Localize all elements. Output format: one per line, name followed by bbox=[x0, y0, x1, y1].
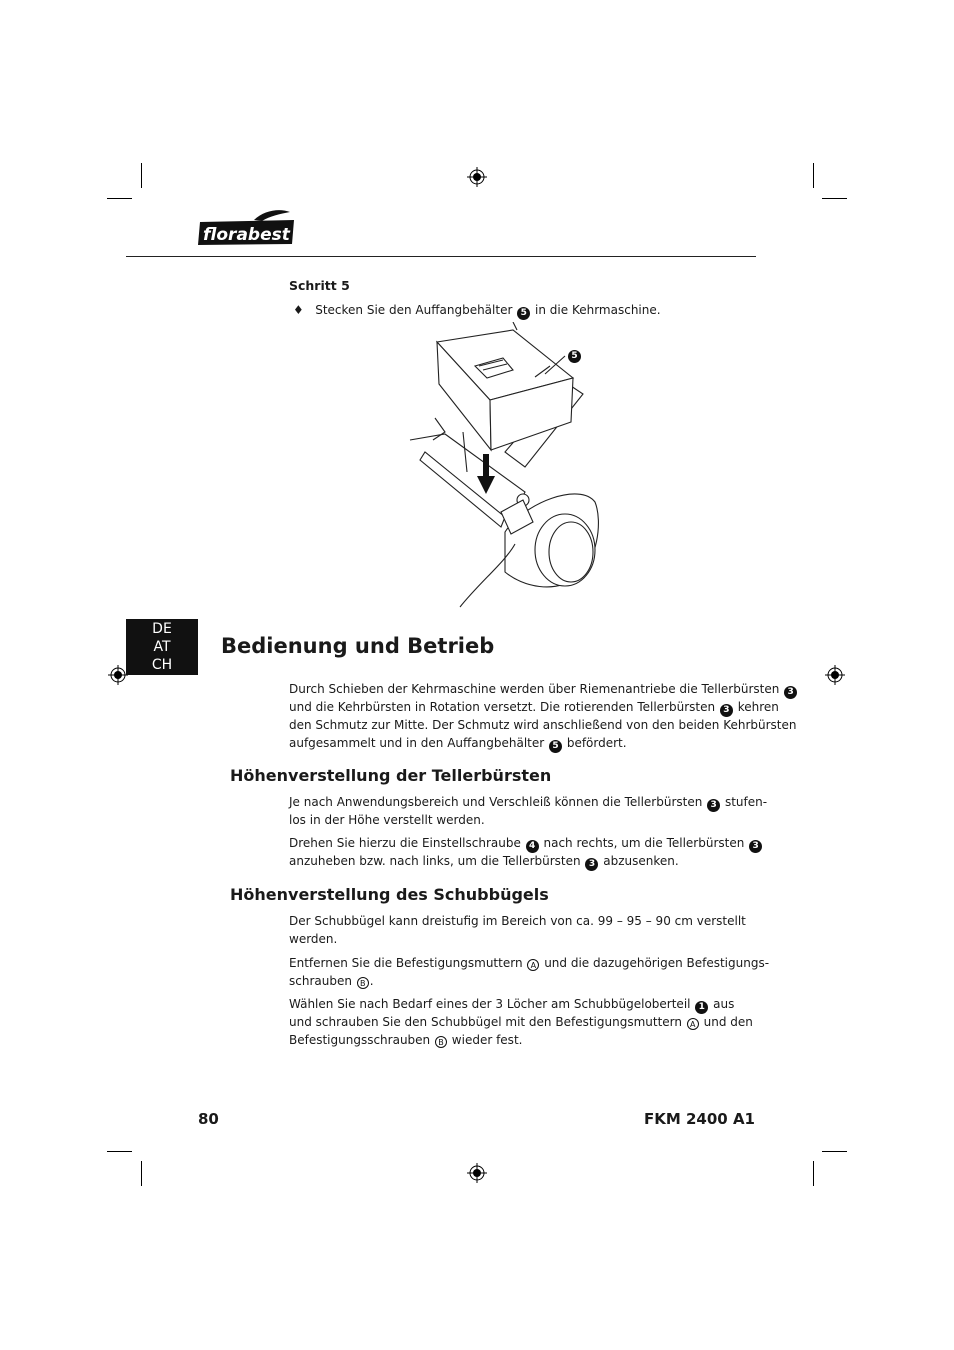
crop-mark bbox=[822, 1151, 847, 1152]
registration-mark-icon bbox=[825, 665, 845, 685]
subsection-title: Höhenverstellung der Tellerbürsten bbox=[230, 766, 552, 785]
part-ref-badge: B bbox=[357, 977, 369, 989]
page-number: 80 bbox=[198, 1110, 219, 1128]
figure-callout bbox=[567, 342, 582, 363]
crop-mark bbox=[822, 198, 847, 199]
text-line: Entfernen Sie die Befestigungsmuttern A und die dazugehörigen Befestigungs- bbox=[289, 956, 770, 970]
step-title: Schritt 5 bbox=[289, 278, 350, 293]
text-line: anzuheben bzw. nach links, um die Tellerbürsten 3 abzusenken. bbox=[289, 854, 679, 869]
text-line: und die Kehrbürsten in Rotation versetzt. Die rotierenden Tellerbürsten 3 kehren bbox=[289, 700, 779, 715]
text-line: aufgesammelt und in den Auffangbehälter 5 befördert. bbox=[289, 735, 627, 751]
callout-badge: 5 bbox=[568, 350, 581, 363]
lang-de: DE bbox=[152, 621, 172, 637]
section-paragraph bbox=[289, 681, 797, 753]
crop-mark bbox=[141, 163, 142, 188]
crop-mark bbox=[107, 1151, 132, 1152]
bullet-icon: ♦ bbox=[293, 303, 304, 317]
part-ref-badge: 5 bbox=[549, 740, 562, 753]
part-ref-badge: A bbox=[527, 959, 539, 971]
crop-mark bbox=[107, 198, 132, 199]
model-number: FKM 2400 A1 bbox=[643, 1110, 755, 1128]
text-line: werden. bbox=[289, 931, 338, 946]
crop-mark bbox=[141, 1161, 142, 1186]
text-line: Je nach Anwendungsbereich und Verschleiß können die Tellerbürsten 3 stufen- bbox=[289, 795, 768, 810]
text-line: Wählen Sie nach Bedarf eines der 3 Löcher am Schubbügeloberteil 1 aus bbox=[289, 997, 735, 1012]
text-line: Befestigungsschrauben B wieder fest. bbox=[289, 1032, 523, 1047]
crop-mark bbox=[813, 163, 814, 188]
text-line: schrauben B . bbox=[289, 973, 374, 988]
florabest-logo bbox=[194, 208, 298, 248]
subsection-paragraph bbox=[289, 794, 768, 830]
text-line: und schrauben Sie den Schubbügel mit den Befestigungsmuttern A und den bbox=[289, 1015, 753, 1029]
lang-ch: CH bbox=[151, 657, 173, 673]
text-line: Der Schubbügel kann dreistufig im Bereich von ca. 99 – 95 – 90 cm verstellt bbox=[289, 914, 746, 928]
step-text: in die Kehrmaschine. bbox=[535, 303, 661, 317]
subsection-paragraph bbox=[289, 955, 770, 990]
sweeper-illustration bbox=[405, 322, 605, 612]
subsection-paragraph bbox=[289, 835, 759, 871]
registration-mark-icon bbox=[467, 167, 487, 187]
part-ref-badge: B bbox=[435, 1036, 447, 1048]
part-ref-badge: 3 bbox=[720, 704, 733, 717]
text-line: den Schmutz zur Mitte. Der Schmutz wird anschließend von den beiden Kehrbürsten bbox=[289, 718, 797, 732]
part-ref-badge: 4 bbox=[526, 840, 539, 853]
text-line: los in der Höhe verstellt werden. bbox=[289, 813, 485, 827]
step-text: Stecken Sie den Auffangbehälter bbox=[315, 303, 513, 317]
part-ref-badge: 3 bbox=[749, 840, 762, 853]
part-ref-badge: 5 bbox=[517, 307, 530, 320]
crop-mark bbox=[813, 1161, 814, 1186]
text-line: Durch Schieben der Kehrmaschine werden über Riemenantriebe die Tellerbürsten 3 bbox=[289, 681, 739, 699]
registration-mark-icon bbox=[108, 665, 128, 685]
part-ref-badge: 1 bbox=[695, 1001, 708, 1014]
part-ref-badge: 3 bbox=[707, 799, 720, 812]
registration-mark-icon bbox=[467, 1163, 487, 1183]
lang-at: AT bbox=[153, 639, 171, 655]
section-title: Bedienung und Betrieb bbox=[221, 634, 495, 658]
subsection-paragraph bbox=[289, 913, 746, 948]
header-rule bbox=[126, 256, 756, 257]
part-ref-badge: A bbox=[687, 1018, 699, 1030]
step-instruction bbox=[293, 302, 661, 320]
subsection-paragraph bbox=[289, 996, 753, 1049]
part-ref-badge: 3 bbox=[784, 686, 797, 699]
text-line: Drehen Sie hierzu die Einstellschraube 4 nach rechts, um die Tellerbürsten 3 bbox=[289, 835, 739, 853]
language-tab bbox=[126, 619, 198, 675]
logo-text: florabest bbox=[203, 225, 290, 245]
subsection-title: Höhenverstellung des Schubbügels bbox=[230, 885, 549, 904]
part-ref-badge: 3 bbox=[585, 858, 598, 871]
